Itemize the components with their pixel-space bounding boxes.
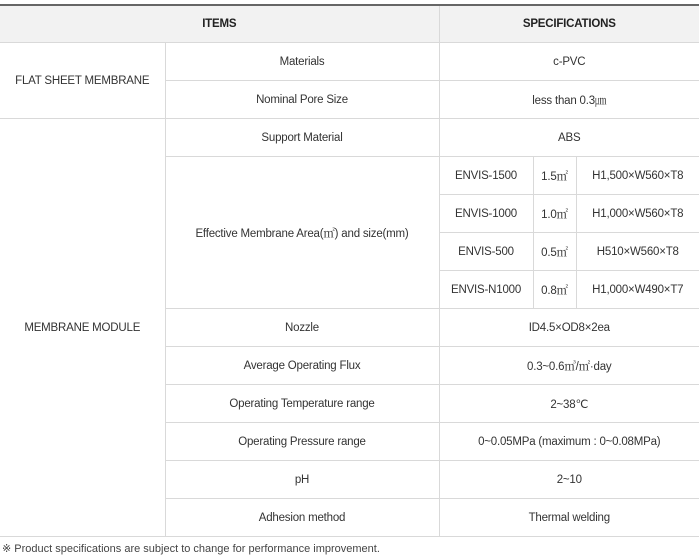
model-size: H1,000×W560×T8 — [576, 195, 699, 233]
adhesion-value: Thermal welding — [439, 499, 699, 537]
model-name: ENVIS-500 — [439, 233, 533, 271]
table-row — [0, 43, 699, 81]
support-material-value: ABS — [439, 119, 699, 157]
footnote: ※ Product specifications are subject to change for performance improvement. — [2, 543, 380, 555]
pressure-value: 0~0.05MPa (maximum : 0~0.08MPa) — [439, 423, 699, 461]
model-size: H1,500×W560×T8 — [576, 157, 699, 195]
temperature-value: 2~38℃ — [439, 385, 699, 423]
pressure-label: Operating Pressure range — [165, 423, 439, 461]
model-name: ENVIS-1000 — [439, 195, 533, 233]
nozzle-value: ID4.5×OD8×2ea — [439, 309, 699, 347]
effective-area-label: Effective Membrane Area(㎡) and size(mm) — [165, 157, 439, 309]
specifications-header: SPECIFICATIONS — [439, 5, 699, 43]
pore-size-value: less than 0.3㎛ — [439, 81, 699, 119]
temperature-label: Operating Temperature range — [165, 385, 439, 423]
ph-label: pH — [165, 461, 439, 499]
model-size: H1,000×W490×T7 — [576, 271, 699, 309]
adhesion-label: Adhesion method — [165, 499, 439, 537]
table-row — [0, 119, 699, 157]
items-header: ITEMS — [0, 5, 439, 43]
table-header-row — [0, 5, 699, 43]
nozzle-label: Nozzle — [165, 309, 439, 347]
model-area: 0.8㎡ — [533, 271, 576, 309]
model-area: 1.5㎡ — [533, 157, 576, 195]
group-flat-sheet-membrane: FLAT SHEET MEMBRANE — [0, 43, 165, 119]
model-name: ENVIS-N1000 — [439, 271, 533, 309]
ph-value: 2~10 — [439, 461, 699, 499]
pore-size-label: Nominal Pore Size — [165, 81, 439, 119]
materials-value: c-PVC — [439, 43, 699, 81]
flux-value: 0.3~0.6㎥/㎡·day — [439, 347, 699, 385]
support-material-label: Support Material — [165, 119, 439, 157]
group-membrane-module: MEMBRANE MODULE — [0, 119, 165, 537]
model-area: 1.0㎡ — [533, 195, 576, 233]
model-area: 0.5㎡ — [533, 233, 576, 271]
materials-label: Materials — [165, 43, 439, 81]
spec-table — [0, 4, 699, 537]
flux-label: Average Operating Flux — [165, 347, 439, 385]
model-size: H510×W560×T8 — [576, 233, 699, 271]
model-name: ENVIS-1500 — [439, 157, 533, 195]
